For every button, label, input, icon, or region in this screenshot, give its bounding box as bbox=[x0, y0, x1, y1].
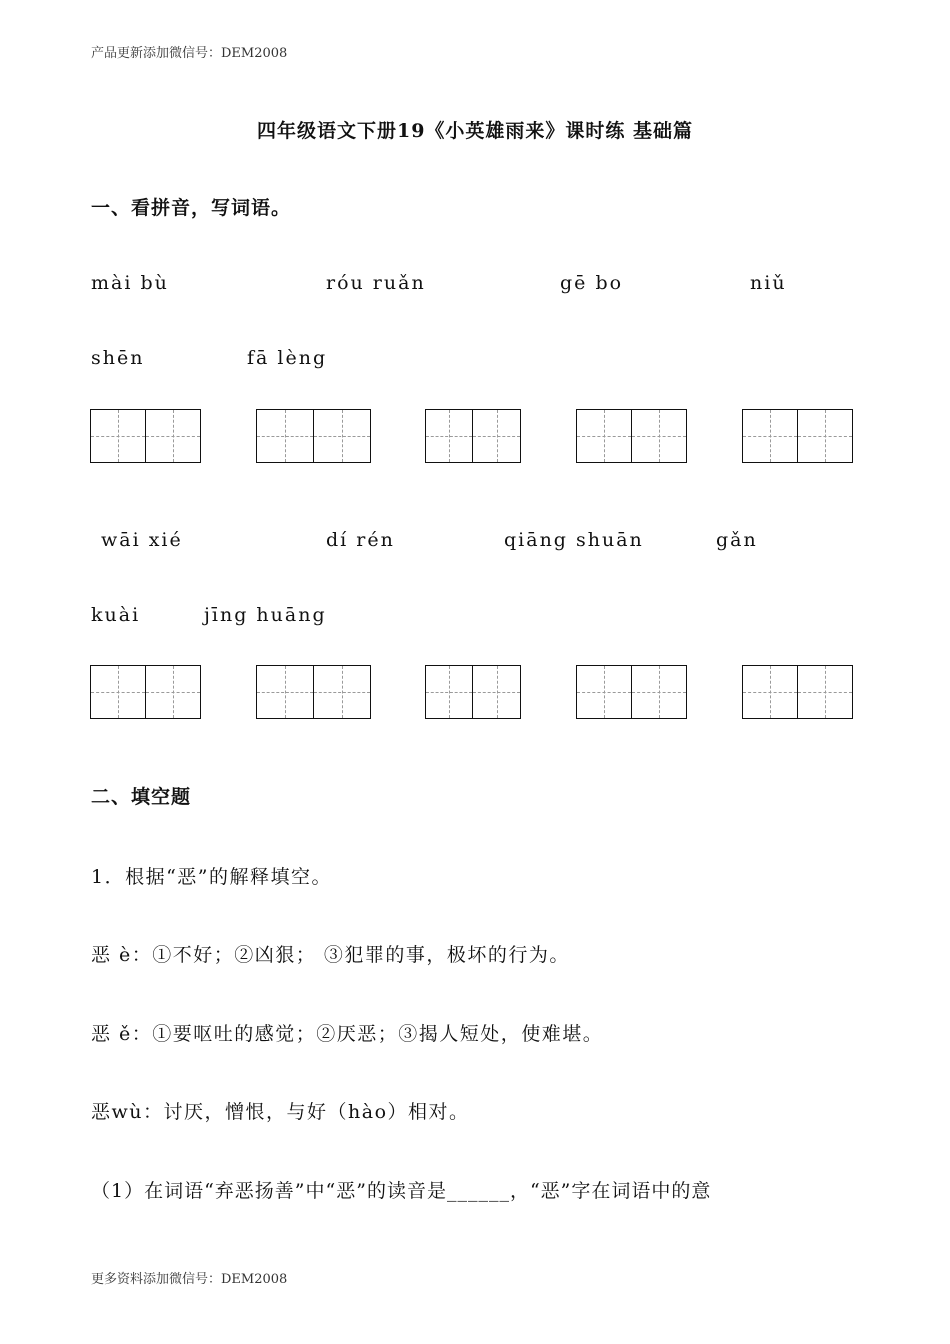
question-1: 1．根据“恶”的解释填空。 bbox=[91, 866, 333, 888]
writing-box[interactable] bbox=[256, 409, 371, 463]
question-1-1: （1）在词语“弃恶扬善”中“恶”的读音是______，“恶”字在词语中的意 bbox=[91, 1180, 712, 1202]
pinyin-8: dí rén bbox=[326, 529, 395, 551]
writing-box[interactable] bbox=[425, 665, 521, 719]
section1-heading: 一、看拼音，写词语。 bbox=[91, 197, 292, 219]
pinyin-7: wāi xié bbox=[101, 529, 183, 551]
definition-wu: 恶wù：讨厌，憎恨，与好（hào）相对。 bbox=[91, 1101, 470, 1123]
writing-box[interactable] bbox=[742, 665, 853, 719]
writing-box[interactable] bbox=[425, 409, 521, 463]
pinyin-6: fā lèng bbox=[247, 347, 328, 369]
pinyin-10: gǎn bbox=[716, 529, 758, 551]
page-header: 产品更新添加微信号：DEM2008 bbox=[91, 46, 288, 61]
section2-heading: 二、填空题 bbox=[91, 786, 192, 808]
definition-e4: 恶 è：①不好；②凶狠； ③犯罪的事，极坏的行为。 bbox=[91, 944, 570, 966]
pinyin-12: jīng huāng bbox=[204, 604, 327, 626]
pinyin-9: qiāng shuān bbox=[504, 529, 644, 551]
writing-box[interactable] bbox=[576, 409, 687, 463]
writing-box[interactable] bbox=[90, 409, 201, 463]
writing-box[interactable] bbox=[576, 665, 687, 719]
pinyin-2: róu ruǎn bbox=[326, 272, 426, 294]
pinyin-5: shēn bbox=[91, 347, 145, 369]
pinyin-4: niǔ bbox=[750, 272, 787, 294]
pinyin-1: mài bù bbox=[91, 272, 169, 294]
page-title: 四年级语文下册19《小英雄雨来》课时练 基础篇 bbox=[256, 120, 694, 142]
writing-box[interactable] bbox=[742, 409, 853, 463]
writing-box[interactable] bbox=[256, 665, 371, 719]
writing-box[interactable] bbox=[90, 665, 201, 719]
page-footer: 更多资料添加微信号：DEM2008 bbox=[91, 1272, 288, 1287]
pinyin-11: kuài bbox=[91, 604, 141, 626]
definition-e3: 恶 ě：①要呕吐的感觉；②厌恶；③揭人短处，使难堪。 bbox=[91, 1023, 604, 1045]
pinyin-3: gē bo bbox=[560, 272, 624, 294]
